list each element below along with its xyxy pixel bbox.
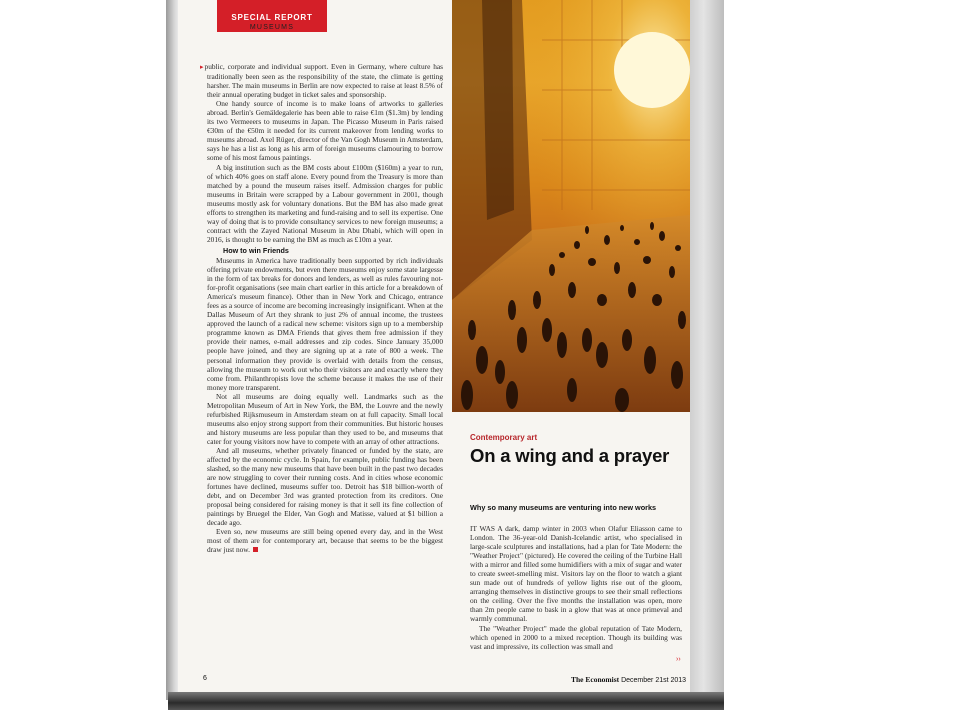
paragraph: The "Weather Project" made the global reputation of Tate Modern, which opened in 2000 to a mixed reception. Though its building was vast and impressive, its collection was small and [470, 623, 682, 651]
scan-shadow-bottom [168, 692, 724, 710]
continued-arrow-icon: ▸ [200, 63, 204, 71]
section-label: SPECIAL REPORT [231, 13, 313, 22]
paragraph: IT WAS A dark, damp winter in 2003 when Olafur Eliasson came to London. The 36-year-old Danish-Icelandic artist, who specialised in large-scale sculptures and installations, had a plan for Tate Modern: the "Weather Project" (pictured). He covered the ceiling of the Turbine Hall with a mirror and filled some humidifiers with a mix of sugar and water to create sweet-smelling mist. Visitors lay on the floor to watch a giant sun made out of hundreds of yellow lights rise out of the gloom, arranging themselves in distinctive groups to see their small reflections on the ceiling. Over the five months the installation was open, more than 2m people came to bask in a glow that was at once primeval and warmly communal. [470, 524, 682, 624]
weather-project-photo [452, 0, 690, 412]
left-column [200, 62, 443, 555]
continue-arrow-icon: ›› [676, 656, 681, 663]
paragraph: And all museums, whether privately financed or funded by the state, are affected by the economic cycle. In Spain, for example, public funding has been slashed, so the many new museums that have been built in the past two decades are now struggling to cover their running costs. And in cities whose economic fortunes have declined, museums suffer too. Detroit has $18 billion-worth of debt, and on December 3rd was granted protection from its creditors. One proposal being considered for raising money is that it sell its fine collection of paintings by Bruegel the Elder, Van Gogh and Matisse, valued at $1 billion a decade ago. [207, 445, 443, 528]
article-headline: On a wing and a prayer [470, 445, 670, 466]
issue-date: December 21st 2013 [621, 677, 687, 684]
footer-credit [571, 675, 686, 684]
subsection-label: MUSEUMS [249, 24, 295, 31]
sun-disc [614, 32, 690, 108]
scan-shadow-right [690, 0, 724, 705]
end-mark-icon [253, 547, 258, 552]
paragraph: One handy source of income is to make loans of artworks to galleries abroad. Berlin's Gemäldegalerie has been able to raise €1m ($1.3m) by lending its two Vermeeers to museums in Japan. The Picasso Museum in Paris raised €30m of the €50m it needed for its current makeover from lending works to museums abroad. Axel Rüger, director of the Van Gogh Museum in Amsterdam, says he has a list as long as his arm of foreign museums clamouring to borrow some of his most famous paintings. [207, 99, 443, 163]
photo-illustration [452, 0, 690, 412]
right-column [470, 524, 682, 651]
article-standfirst: Why so many museums are venturing into new works [470, 503, 657, 512]
article-kicker: Contemporary art [470, 433, 538, 442]
paragraph: ▸public, corporate and individual support. Even in Germany, where culture has traditionally been seen as the responsibility of the state, the climate is getting harsher. The main museums in Berlin are now expected to raise at least 8.5% of their annual operating budget in ticket sales and sponsorship. [200, 62, 443, 100]
publication-name: The Economist [571, 675, 620, 684]
paragraph: Museums in America have traditionally been supported by rich individuals offering private endowments, but even there museums enjoy some state largesse in the form of tax breaks for donors and lenders, as well as rules favouring not-for-profit organisations (see main chart earlier in this article for a breakdown of America's museum finance). Other than in New York and Chicago, entrance fees as a source of income are becoming increasingly insignificant. When at the Dallas Museum of Art they shrank to just 2% of annual income, the trustees approved the launch of a radical new scheme: visitors sign up to a membership programme known as DMA Friends that gives them free admission if they provide their names, e-mail addresses and zip codes. Since January 35,000 people have joined, and they are signing up at a rate of 800 a week. The personal information they provide is overlaid with details from the census, allowing the museum to work out who their visitors are and exactly where they come from. Philanthropists love the scheme because it makes the use of their money more transparent. [207, 255, 443, 392]
paragraph: Even so, new museums are still being opened every day, and in the West most of them are for contemporary art, because that seems to be the biggest draw just now. [207, 527, 443, 555]
paragraph: A big institution such as the BM costs about £100m ($160m) a year to run, of which 40% goes on staff alone. Every pound from the Treasury is more than matched by a pound the museum raises itself. Admission charges for public museums in Britain were scrapped by a Labour government in 2001, though museums mostly ask for voluntary donations. But the BM has also made great efforts to strengthen its marketing and fund-raising and to sell its expertise. One way of doing that is to provide consultancy services to new foreign museums; a contract with the Zayed National Museum in Abu Dhabi, which will open in 2016, is thought to be earning the BM as much as £10m a year. [207, 162, 443, 244]
page-number: 6 [203, 675, 207, 682]
subheading: How to win Friends [223, 245, 289, 255]
paragraph: Not all museums are doing equally well. Landmarks such as the Metropolitan Museum of Art in New York, the BM, the Louvre and the newly refurbished Rijksmuseum in Amsterdam steam on at full capacity. Small local museums also enjoy strong support from their communities. But historic houses and history museums are less popular than they used to be, and museums that cater for young visitors now have to compete with an array of other attractions. [207, 391, 443, 446]
